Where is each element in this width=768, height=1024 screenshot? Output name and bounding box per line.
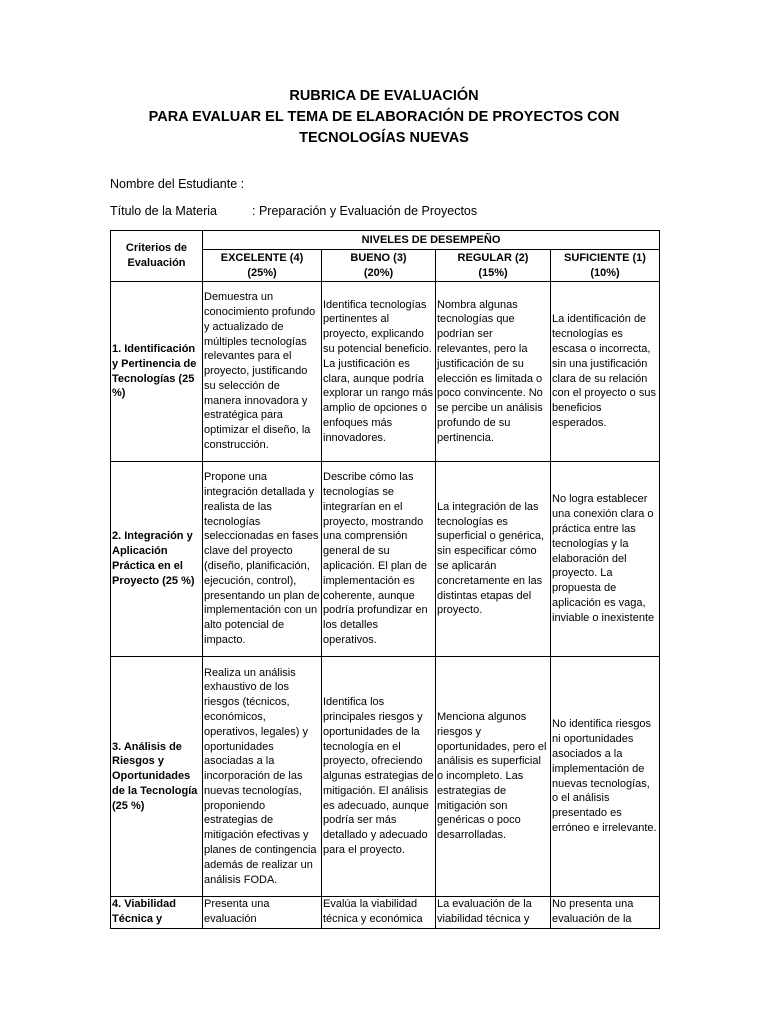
level-sufficient: SUFICIENTE (1) (10%) <box>551 250 660 282</box>
criterion-cell: 3. Análisis de Riesgos y Oportunidades de la Tecnología (25 %) <box>111 657 203 897</box>
criterion-cell: 1. Identificación y Pertinencia de Tecnologías (25 %) <box>111 282 203 462</box>
student-name-label: Nombre del Estudiante <box>110 177 238 191</box>
regular-cell: La integración de las tecnologías es superficial o genérica, sin especificar cómo se aplicarán concretamente en las distintas etapas del proyecto. <box>436 462 551 657</box>
sufficient-cell: No identifica riesgos ni oportunidades asociados a la implementación de nuevas tecnologías, o el análisis presentado es erróneo e irrelevante. <box>551 657 660 897</box>
excellent-cell: Propone una integración detallada y realista de las tecnologías seleccionadas en fases clave del proyecto (diseño, planificación, ejecución, control), presentando un plan de implementación con un alto potencial de impacto. <box>203 462 322 657</box>
excellent-cell: Realiza un análisis exhaustivo de los riesgos (técnicos, económicos, operativos, legales) y oportunidades asociadas a la incorporación de las nuevas tecnologías, proponiendo estrategias de mitigación efectivas y planes de contingencia además de realizar un análisis FODA. <box>203 657 322 897</box>
sufficient-cell: La identificación de tecnologías es escasa o incorrecta, sin una justificación clara de su relación con el proyecto o sus beneficios esperados. <box>551 282 660 462</box>
good-cell: Identifica los principales riesgos y oportunidades de la tecnología en el proyecto, ofreciendo algunas estrategias de mitigación. El análisis es adecuado, aunque podría ser más detallado y adecuado para el proyecto. <box>322 657 436 897</box>
student-name-field <box>110 177 244 191</box>
table-row <box>111 897 660 929</box>
levels-header: NIVELES DE DESEMPEÑO <box>203 231 660 250</box>
table-row <box>111 462 660 657</box>
regular-cell: La evaluación de la viabilidad técnica y <box>436 897 551 929</box>
document-title-line-2: PARA EVALUAR EL TEMA DE ELABORACIÓN DE PROYECTOS CON <box>148 109 620 125</box>
criterion-cell: 4. Viabilidad Técnica y <box>111 897 203 929</box>
criterion-cell: 2. Integración y Aplicación Práctica en el Proyecto (25 %) <box>111 462 203 657</box>
subject-label: Título de la Materia <box>110 204 217 218</box>
table-header-row <box>111 231 660 250</box>
rubric-table <box>110 230 660 929</box>
subject-field <box>110 204 477 218</box>
good-cell: Describe cómo las tecnologías se integrarían en el proyecto, mostrando una comprensión general de su aplicación. El plan de implementación es coherente, aunque podría profundizar en los detalles operativos. <box>322 462 436 657</box>
good-cell: Identifica tecnologías pertinentes al proyecto, explicando su potencial beneficio. La justificación es clara, aunque podría explorar un rango más amplio de opciones o enfoques más innovadores. <box>322 282 436 462</box>
document-title-line-3: TECNOLOGÍAS NUEVAS <box>299 130 469 146</box>
level-excellent: EXCELENTE (4) (25%) <box>203 250 322 282</box>
sufficient-cell: No logra establecer una conexión clara o práctica entre las tecnologías y la elaboración del proyecto. La propuesta de aplicación es vaga, inviable o inexistente <box>551 462 660 657</box>
document-title-line-1: RUBRICA DE EVALUACIÓN <box>289 88 479 104</box>
regular-cell: Nombra algunas tecnologías que podrían ser relevantes, pero la justificación de su elección es limitada o poco convincente. No se percibe un análisis profundo de su pertinencia. <box>436 282 551 462</box>
table-row <box>111 282 660 462</box>
criteria-header: Criterios de Evaluación <box>111 231 203 282</box>
level-regular: REGULAR (2) (15%) <box>436 250 551 282</box>
subject-value: : Preparación y Evaluación de Proyectos <box>252 204 478 218</box>
table-row <box>111 657 660 897</box>
student-name-separator: : <box>240 177 245 191</box>
excellent-cell: Demuestra un conocimiento profundo y actualizado de múltiples tecnologías relevantes para el proyecto, justificando su selección de manera innovadora y estratégica para optimizar el diseño, la construcción. <box>203 282 322 462</box>
regular-cell: Menciona algunos riesgos y oportunidades, pero el análisis es superficial o incompleto. Las estrategias de mitigación son genéricas o poco desarrolladas. <box>436 657 551 897</box>
level-good: BUENO (3) (20%) <box>322 250 436 282</box>
excellent-cell: Presenta una evaluación <box>203 897 322 929</box>
good-cell: Evalúa la viabilidad técnica y económica <box>322 897 436 929</box>
sufficient-cell: No presenta una evaluación de la <box>551 897 660 929</box>
